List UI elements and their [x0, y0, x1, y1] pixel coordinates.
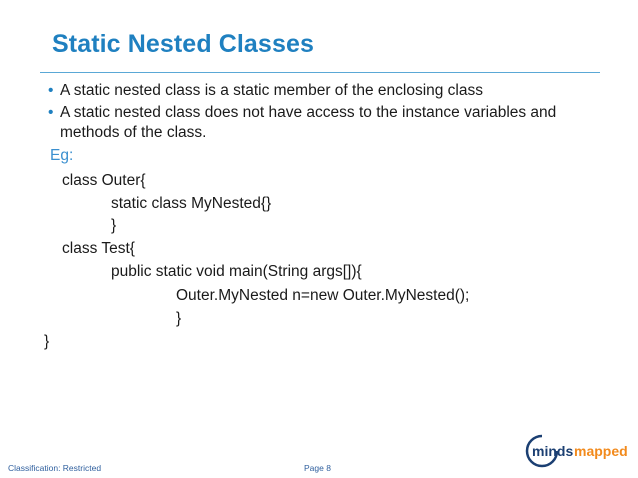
logo-icon	[524, 430, 632, 470]
code-line-8: }	[44, 333, 50, 350]
code-line-7: }	[176, 310, 182, 327]
bullet-marker-2: •	[48, 104, 54, 121]
code-line-5: public static void main(String args[]){	[111, 263, 362, 280]
code-line-1: class Outer{	[62, 172, 146, 189]
bullet-text-2: A static nested class does not have access to the instance variables and	[60, 104, 557, 121]
example-label: Eg:	[50, 147, 74, 164]
logo-wordmark-mind: minds	[532, 443, 574, 459]
code-line-2: static class MyNested{}	[111, 195, 272, 212]
page-number: Page 8	[304, 463, 331, 473]
bullet-text-1: A static nested class is a static member of the enclosing class	[60, 82, 483, 99]
title-divider	[40, 72, 600, 73]
bullet-text-2-continued: methods of the class.	[60, 124, 207, 141]
classification-label: Classification: Restricted	[8, 463, 102, 473]
code-line-3: }	[111, 217, 117, 234]
mindsmapped-logo	[524, 430, 632, 470]
logo-wordmark-mapped: mapped	[574, 443, 628, 459]
code-line-6: Outer.MyNested n=new Outer.MyNested();	[176, 287, 470, 304]
code-line-4: class Test{	[62, 240, 135, 257]
slide-title: Static Nested Classes	[52, 30, 314, 58]
bullet-marker-1: •	[48, 82, 54, 99]
